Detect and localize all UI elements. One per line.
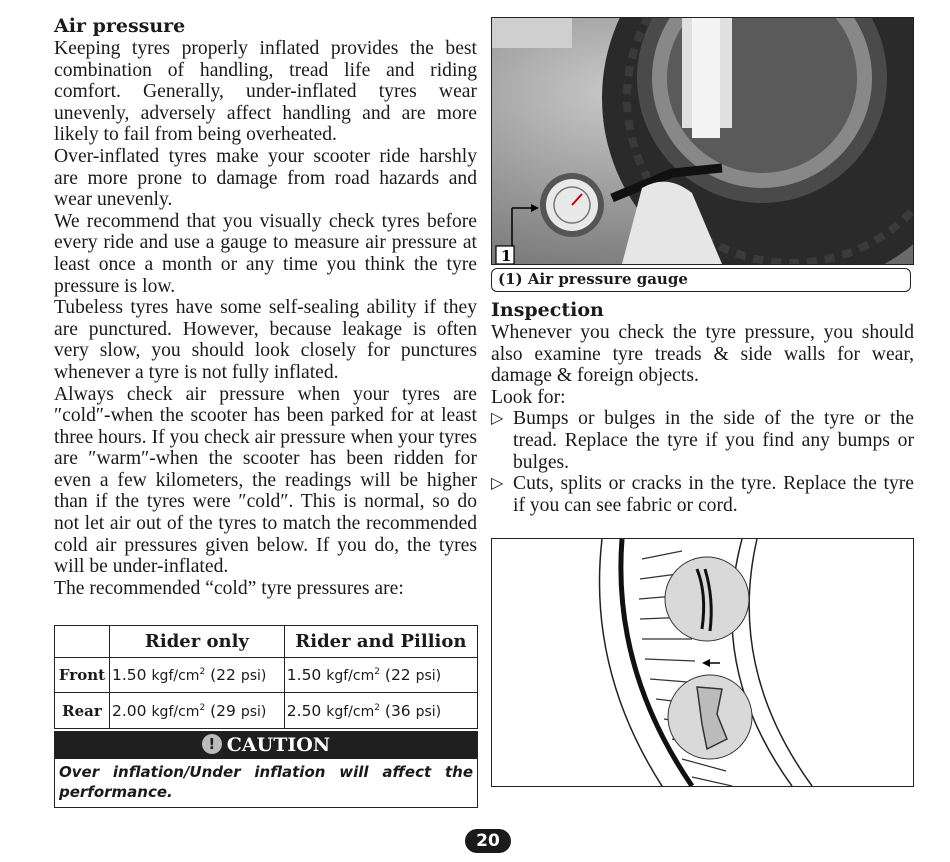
- figure-caption: (1) Air pressure gauge: [491, 268, 911, 292]
- tyre-pressure-table: [54, 625, 478, 729]
- table-row: [55, 693, 478, 729]
- table-corner-cell: [55, 626, 110, 658]
- paragraph-4: Tubeless tyres have some self-sealing ability if they are punctured. However, because leakage is often very slow, you should look closely for punctures whenever a tyre is not fully inflated.: [54, 297, 477, 383]
- paragraph-6: The recommended “cold” tyre pressures are:: [54, 577, 404, 599]
- look-for-label: Look for:: [491, 386, 566, 408]
- header-rider-only: Rider only: [110, 626, 285, 658]
- paragraph-1: Keeping tyres properly inflated provides the best combination of handling, tread life and riding comfort. Generally, under-inflated tyres wear unevenly, adversely affect handling and are more likely to fail from being overheated.: [54, 38, 477, 146]
- rear-rider-only-value: 2.00 kgf/$cm^2$ (29 psi): [110, 693, 285, 729]
- inspection-section: [491, 298, 914, 516]
- front-rider-only-value: 1.50 kgf/$cm^2$ (22 psi): [110, 657, 285, 693]
- warning-icon: !: [202, 734, 222, 754]
- bullet-text-bumps: Bumps or bulges in the side of the tyre or the tread. Replace the tyre if you find any bumps or bulges.: [513, 408, 914, 473]
- table-row: [55, 657, 478, 693]
- air-pressure-gauge-photo: [491, 17, 914, 265]
- row-label-front: Front: [55, 657, 110, 693]
- callout-number: 1: [501, 247, 512, 264]
- paragraph-5: Always check air pressure when your tyres are ″cold″-when the scooter has been parked for at least three hours. If you check air pressure when your tyres are ″warm″-when the scooter has been ridden for even a few kilometers, the readings will be higher than if the tyres were ″cold″. This is normal, so do not let air out of the tyres to match the recommended cold air pressures given below. If you do, the tyres will be under-inflated.: [54, 383, 477, 578]
- list-item: [491, 473, 914, 516]
- tyre-tread-illustration: [492, 539, 913, 786]
- caution-title: CAUTION: [226, 734, 331, 756]
- chevron-right-icon: ▷: [491, 408, 504, 428]
- header-rider-pillion: Rider and Pillion: [284, 626, 477, 658]
- rear-rider-pillion-value: 2.50 kgf/$cm^2$ (36 psi): [284, 693, 477, 729]
- list-item: [491, 408, 914, 473]
- tyre-gauge-illustration: [492, 18, 913, 264]
- paragraph-2: Over-inflated tyres make your scooter ride harshly are more prone to damage from road hazards and wear unevenly.: [54, 145, 477, 211]
- row-label-rear: Rear: [55, 693, 110, 729]
- front-rider-pillion-value: 1.50 kgf/$cm^2$ (22 psi): [284, 657, 477, 693]
- page-number: 20: [465, 829, 511, 853]
- caution-header: [55, 732, 477, 759]
- table-header-row: [55, 626, 478, 658]
- bullet-text-cuts: Cuts, splits or cracks in the tyre. Replace the tyre if you can see fabric or cord.: [513, 473, 914, 516]
- tyre-damage-diagram: [491, 538, 914, 787]
- caution-text: Over inflation/Under inflation will affect the performance.: [59, 763, 473, 801]
- inspection-heading: Inspection: [491, 299, 604, 321]
- inspection-intro: Whenever you check the tyre pressure, you should also examine tyre treads & side walls for wear, damage & foreign objects.: [491, 322, 914, 387]
- air-pressure-section: [54, 14, 477, 599]
- air-pressure-heading: Air pressure: [54, 15, 186, 37]
- chevron-right-icon: ▷: [491, 473, 504, 493]
- paragraph-3: We recommend that you visually check tyres before every ride and use a gauge to measure air pressure at least once a month or any time you think the tyre pressure is low.: [54, 210, 477, 297]
- caution-box: [54, 731, 478, 808]
